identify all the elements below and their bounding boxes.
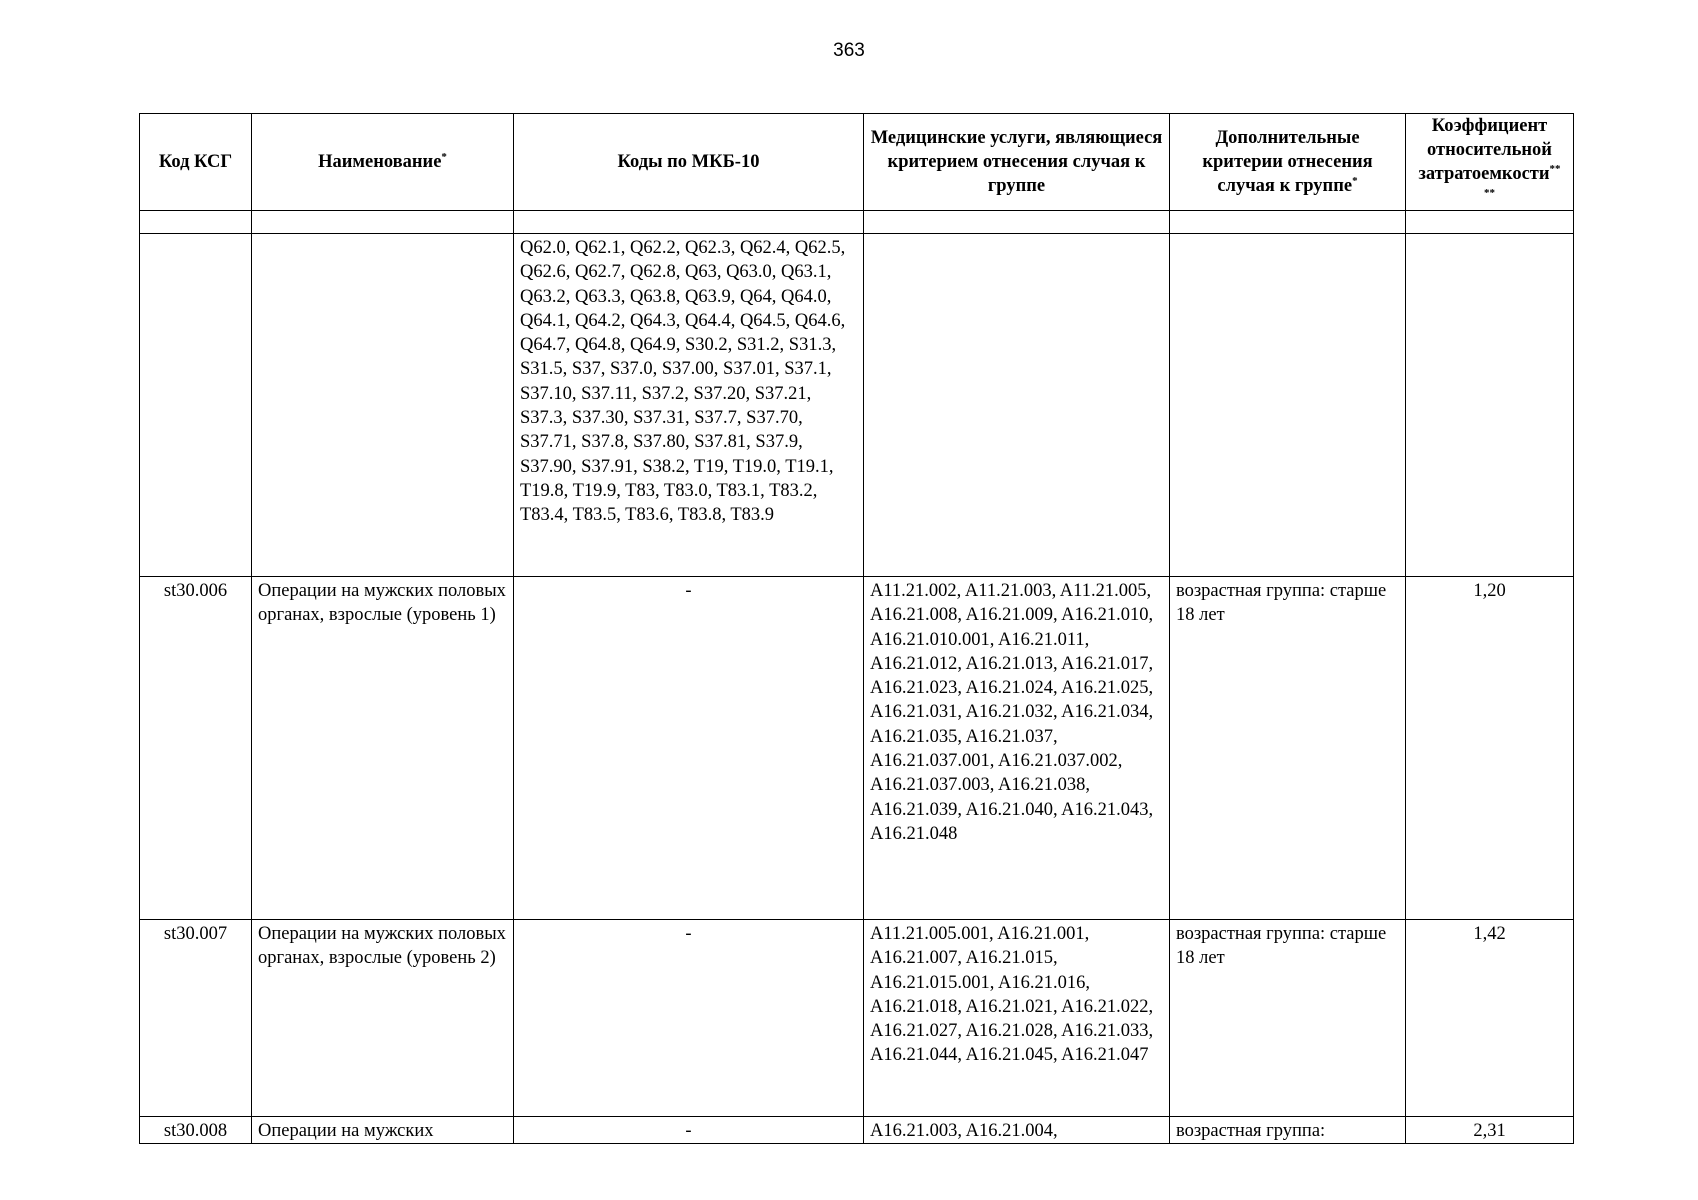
cell-coef: 1,42 — [1406, 920, 1574, 1117]
header-code: Код КСГ — [140, 114, 252, 211]
header-name: Наименование* — [252, 114, 514, 211]
cell-criteria: возрастная группа: старше 18 лет — [1170, 577, 1406, 920]
cell-name: Операции на мужских половых органах, взрослые (уровень 1) — [252, 577, 514, 920]
cell-name — [252, 234, 514, 577]
cell-coef: 1,20 — [1406, 577, 1574, 920]
cell-services — [864, 234, 1170, 577]
header-coef: Коэффициент относительной затратоемкости** ** — [1406, 114, 1574, 211]
header-services: Медицинские услуги, являющиеся критерием отнесения случая к группе — [864, 114, 1170, 211]
cell-mkb: Q62.0, Q62.1, Q62.2, Q62.3, Q62.4, Q62.5, Q62.6, Q62.7, Q62.8, Q63, Q63.0, Q63.1, Q63.2, Q63.3, Q63.8, Q63.9, Q64, Q64.0, Q64.1, Q64.2, Q64.3, Q64.4, Q64.5, Q64.6, Q64.7, Q64.8, Q64.9, S30.2, S31.2, S31.3, S31.5, S37, S37.0, S37.00, S37.01, S37.1, S37.10, S37.11, S37.2, S37.20, S37.21, S37.3, S37.30, S37.31, S37.7, S37.70, S37.71, S37.8, S37.80, S37.81, S37.9, S37.90, S37.91, S38.2, T19, T19.0, T19.1, T19.8, T19.9, T83, T83.0, T83.1, T83.2, T83.4, T83.5, T83.6, T83.8, T83.9 — [514, 234, 864, 577]
cell-coef: 2,31 — [1406, 1117, 1574, 1144]
cell-criteria: возрастная группа: старше 18 лет — [1170, 920, 1406, 1117]
ksg-table — [139, 113, 1574, 1144]
cell-criteria — [1170, 234, 1406, 577]
cell-code: st30.007 — [140, 920, 252, 1117]
table-row — [140, 1117, 1574, 1144]
header-mkb: Коды по МКБ-10 — [514, 114, 864, 211]
cell-mkb: - — [514, 1117, 864, 1144]
cell-criteria: возрастная группа: — [1170, 1117, 1406, 1144]
cell-services: A16.21.003, A16.21.004, — [864, 1117, 1170, 1144]
cell-mkb: - — [514, 577, 864, 920]
table-row — [140, 577, 1574, 920]
cell-services: A11.21.002, A11.21.003, A11.21.005, A16.21.008, A16.21.009, A16.21.010, A16.21.010.001, A16.21.011, A16.21.012, A16.21.013, A16.21.017, A16.21.023, A16.21.024, A16.21.025, A16.21.031, A16.21.032, A16.21.034, A16.21.035, A16.21.037, A16.21.037.001, A16.21.037.002, A16.21.037.003, A16.21.038, A16.21.039, A16.21.040, A16.21.043, A16.21.048 — [864, 577, 1170, 920]
cell-name: Операции на мужских — [252, 1117, 514, 1144]
cell-code: st30.008 — [140, 1117, 252, 1144]
cell-code: st30.006 — [140, 577, 252, 920]
cell-services: A11.21.005.001, A16.21.001, A16.21.007, A16.21.015, A16.21.015.001, A16.21.016, A16.21.018, A16.21.021, A16.21.022, A16.21.027, A16.21.028, A16.21.033, A16.21.044, A16.21.045, A16.21.047 — [864, 920, 1170, 1117]
cell-coef — [1406, 234, 1574, 577]
page-number: 363 — [833, 40, 865, 61]
cell-code — [140, 234, 252, 577]
table-header-row — [140, 114, 1574, 211]
header-criteria: Дополнительные критерии отнесения случая к группе* — [1170, 114, 1406, 211]
table-spacer-row — [140, 211, 1574, 234]
table-row — [140, 920, 1574, 1117]
cell-mkb: - — [514, 920, 864, 1117]
cell-name: Операции на мужских половых органах, взрослые (уровень 2) — [252, 920, 514, 1117]
table-row — [140, 234, 1574, 577]
